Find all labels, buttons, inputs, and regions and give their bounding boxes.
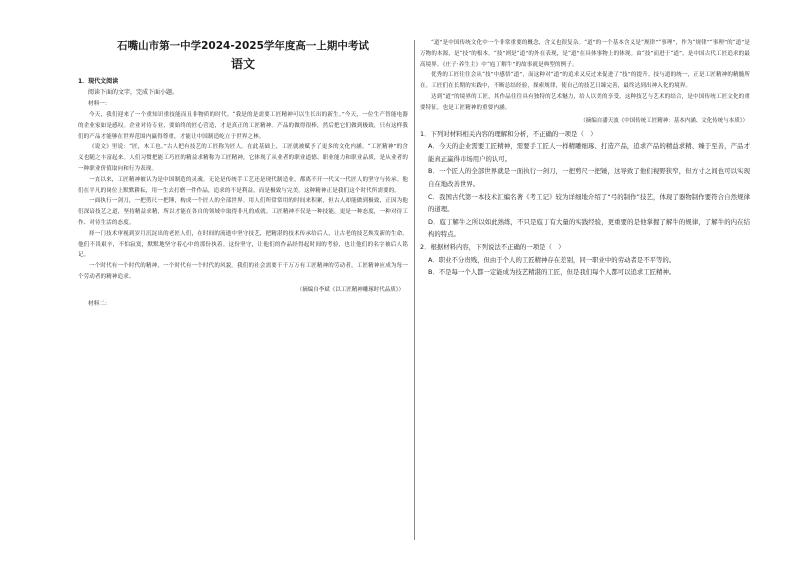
section-heading: 1．现代文阅读	[78, 78, 119, 85]
question-2-stem: 2．根据材料内容，下列说法不正确的一项是（ ）	[420, 242, 565, 251]
passage-paragraph: 一个时代有一个时代的精神，一个时代有一个时代的风貌。我们的社会需要千千万万有工匠精神的劳动者，工匠精神应成为每一个劳动者的精神追求。	[78, 263, 408, 280]
material-two-source: （摘编自潘天波《中国传统工匠精神：基本内涵、文化传统与本质》）	[580, 117, 748, 124]
material-one-source: （摘编自李斌《以工匠精神雕琢时代品质》）	[296, 286, 404, 293]
question-2-option-b: B．不是每一个人都一定能成为技艺精湛的工匠，但是我们每个人都可以追求工匠精神。	[428, 268, 676, 277]
material-one-label: 材料一：	[88, 101, 111, 107]
passage-paragraph: 达到“道”的境界的工匠，其作品往往具有独特的艺术魅力，给人以美的享受。这种技艺与艺术的结合，是中国传统工匠文化的重要特征，也是工匠精神的重要内涵。	[420, 93, 750, 111]
column-divider	[414, 40, 415, 540]
reading-instruction: 阅读下面的文字，完成下面小题。	[88, 89, 179, 96]
passage-paragraph: 《说文》里说：“匠，木工也。”古人把有技艺的工匠称为匠人。在此基础上，工匠就被赋予了更多的文化内涵。“工匠精神”的含义也随之丰富起来。人们习惯把能工巧匠的精益求精称为工匠精神，它体现了从业者的职业道德、职业能力和职业品质，是从业者的一种职业价值取向和行为表现。	[78, 144, 408, 172]
question-1-option-b: B．一个匠人的全部世界就是一面执行一剑刀，一把剪尺一把锤，这导致了他们视野狭窄，但方寸之间也可以实现自在地改善世界。	[428, 167, 750, 188]
subject-title: 语文	[230, 57, 255, 71]
exam-title: 石嘴山市第一中学2024-2025学年度高一上期中考试	[117, 40, 369, 52]
question-1-option-c: C．我国古代第一本技术汇编名著《考工记》较为详细地介绍了“弓的制作”技艺，体现了器物制作要符合自然规律的道理。	[428, 192, 750, 214]
passage-paragraph: 一直以来，工匠精神被认为是中国制造的灵魂。无论是传统手工艺还是现代制造业，都离不开一代又一代匠人的坚守与传承。他们在平凡的岗位上默默耕耘，用一生去打磨一件作品，追求的不是利益，而是极致与完美。这种精神正是我们这个时代所需要的。	[78, 176, 408, 194]
question-1-stem: 1．下列对材料相关内容的理解和分析，不正确的一项是（ ）	[420, 129, 597, 138]
passage-paragraph: 优秀的工匠往往会从“技”中感悟“道”，而这种对“道”的追求又反过来促进了“技”的提升。技与道的统一，正是工匠精神的精髓所在。工匠们在长期的实践中，不断总结经验，探索规律，使自己的技艺日臻完善，最终达到出神入化的境界。	[420, 72, 750, 90]
right-column	[420, 38, 750, 548]
material-two-label: 材料二：	[88, 300, 111, 307]
passage-paragraph: 今天，我们迎来了一个重知识重技能而且非物质的时代。“我是的是需要工匠精神可以生长出的新生。”今天，一位生产智能电器的企业家如是感叹。企业对待专业，要始终的匠心营造，才是真正的工匠精神。产品的做得很棒，然后把它们做到极致，只有这样我们的产品才能够在世界范围内赢得尊重，才能让中国制造屹立于世界之林。	[78, 112, 408, 140]
left-column	[78, 38, 408, 548]
passage-paragraph: 一面执行一剑刀，一把剪尺一把锤，构成一个匠人的全部世界。用人们所常常用的时间来积累，但古人却能做到极致，正因为他们深谙技艺之道，坚持精益求精，所以才能在各自的领域中取得非凡的成就。工匠精神不仅是一种技能，更是一种态度，一种对待工作、对待生活的态度。	[78, 198, 408, 226]
passage-paragraph: “道”是中国传统文化中一个非常重要的概念，含义也很复杂。“道”的一个基本含义是“规律”“事理”，作为“规律”“事理”的“道”是万物的本源，是“技”的根本。“技”则是“道”的外在表现，是“道”在具体事物上的体现。由“技”而进于“道”，是中国古代工匠追求的最高境界。《庄子·养生主》中“庖丁解牛”的故事就是典型的例子。	[420, 40, 750, 68]
question-2-option-a: A．职业不分贵贱，但由于个人的工匠精神存在差别，同一职业中的劳动者是不平等的。	[428, 255, 676, 264]
passage-paragraph: 择一门技术审视到岁月沉淀出的老匠人们，在时间的流逝中坚守技艺，把精湛的技术传承给后人，让古老的技艺焕发新的生命。他们不畏艰辛，不怕寂寞，默默地坚守着心中的那份执着。这份坚守，让他们的作品经得起时间的考验，也让他们的名字被后人铭记。	[78, 230, 408, 259]
question-1-option-a: A．今天的企业需要工匠精神，需要手工匠人一样精雕细琢、打造产品，追求产品的精益求精、臻于至善，产品才能真正赢得市场用户的认可。	[428, 142, 750, 163]
question-1-option-d: D．庖丁解牛之所以如此熟练，不只是庖丁有大量的实践经验，更重要的是他掌握了解牛的规律，了解牛的内在结构的特点。	[428, 217, 750, 239]
